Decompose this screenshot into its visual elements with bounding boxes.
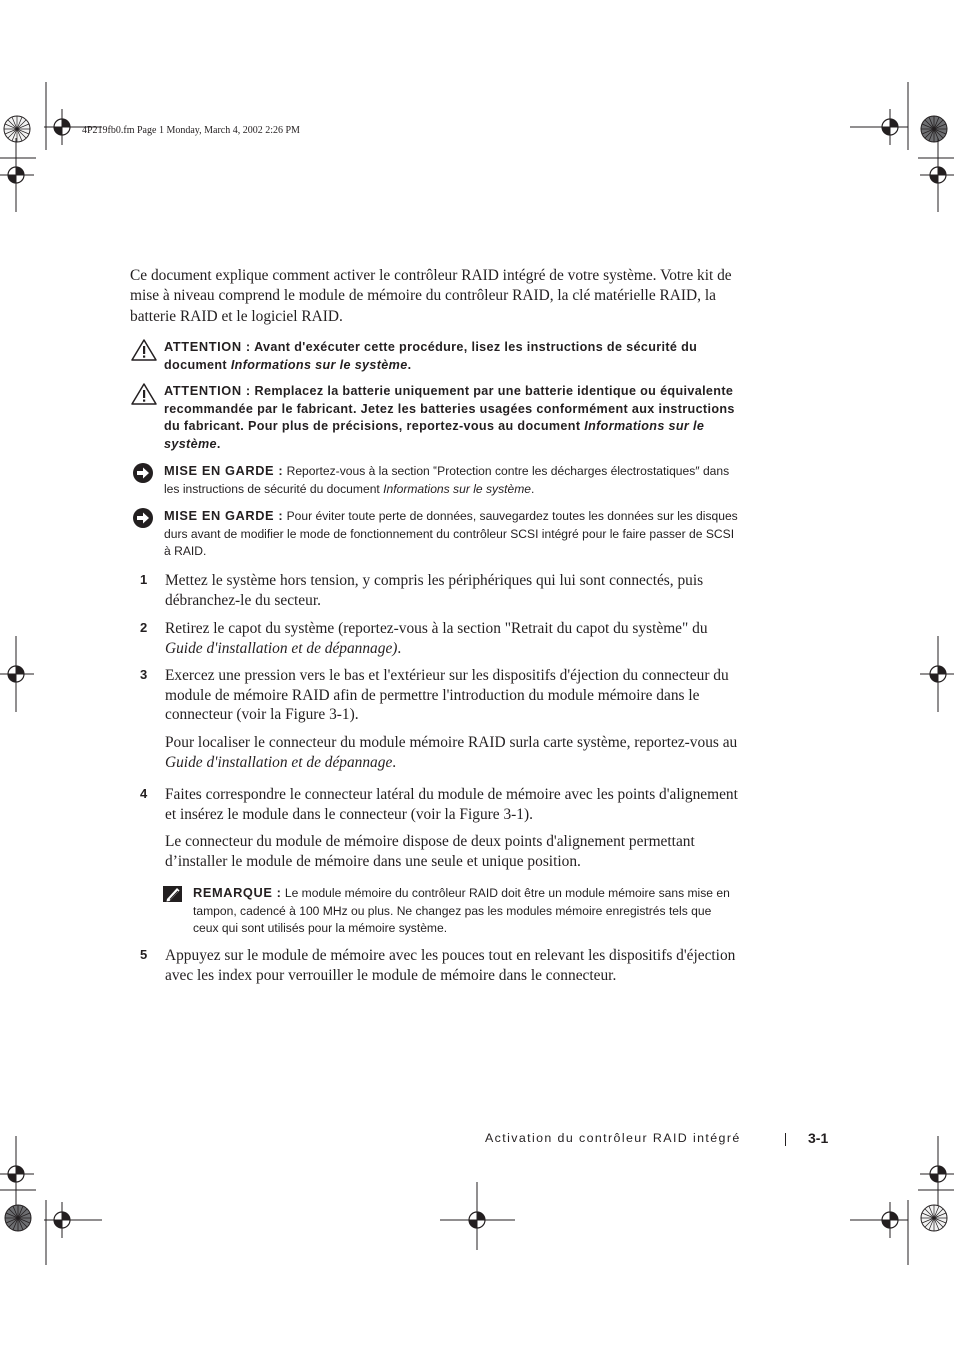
step-text: Mettez le système hors tension, y compris les périphériques qui lui sont connectés, puis débranchez-le du secteur. — [165, 572, 704, 609]
step-4-followup: Le connecteur du module de mémoire dispose de deux points d'alignement permettant d’installer le module de mémoire dans une seule et unique position. — [165, 833, 695, 870]
step-number: 2 — [140, 620, 148, 635]
step-text: Exercez une pression vers le bas et l'extérieur sur les dispositifs d'éjection du connecteur du module de mémoire RAID afin de permettre l'introduction du module mémoire dans le connecteur (voir la Figure 3-1). — [165, 667, 729, 723]
attention-notice-1 — [130, 338, 742, 374]
notice-label: ATTENTION : — [164, 383, 251, 398]
file-info-header: 4P219fb0.fm Page 1 Monday, March 4, 2002 2:26 PM — [82, 125, 300, 136]
notice-end: . — [407, 357, 412, 372]
step-end: . — [397, 639, 402, 657]
remark-note — [162, 884, 740, 938]
step-3-followup — [165, 733, 740, 772]
note-pencil-icon — [162, 884, 184, 904]
step-text: Faites correspondre le connecteur latéral du module de mémoire avec les points d'alignement et insérez le module dans le connecteur (voir la Figure 3-1). — [165, 786, 738, 823]
attention-notice-2 — [130, 382, 742, 453]
notice-end: . — [216, 436, 221, 451]
notice-label: MISE EN GARDE : — [164, 508, 284, 523]
step-1 — [130, 571, 742, 610]
step-4 — [130, 785, 742, 824]
notice-reference: Informations sur le système — [230, 357, 408, 372]
warning-triangle-icon — [130, 338, 158, 362]
step-reference: Guide d'installation et de dépannage) — [165, 639, 398, 657]
step-number: 1 — [140, 572, 148, 587]
caution-arrow-icon — [130, 462, 156, 486]
footer-separator — [785, 1133, 786, 1146]
notice-text: Pour éviter toute perte de données, sauvegardez toutes les données sur les disques durs avant de modifier le mode de fonctionnement du contrôleur SCSI intégré pour le faire passer de SCSI à RAID. — [164, 509, 738, 558]
step-5 — [130, 946, 742, 985]
note-text: Le module mémoire du contrôleur RAID doit être un module mémoire sans mise en tampon, cadencé à 100 MHz ou plus. Ne changez pas les modules mémoire enregistrés tels que ceux qui sont utilisés pour la mémoire système. — [193, 886, 730, 935]
followup-text: Pour localiser le connecteur du module mémoire RAID surla carte système, reportez-vous au — [165, 734, 738, 751]
intro-paragraph: Ce document explique comment activer le contrôleur RAID intégré de votre système. Votre kit de mise à niveau comprend le module de mémoire du contrôleur RAID, la clé matérielle RAID, la batterie RAID et le logiciel RAID. — [130, 267, 732, 325]
followup-end: . — [392, 753, 397, 771]
note-label: REMARQUE : — [193, 885, 282, 900]
notice-text: Remplacez la batterie uniquement par une batterie identique ou équivalente recommandée par le fabricant. Jetez les batteries usagées conformément aux instructions du fabricant. Pour plus de précisions, reportez-vous au document — [164, 384, 735, 433]
step-2 — [130, 619, 742, 658]
caution-notice-1 — [130, 462, 742, 498]
page-number: 3-1 — [808, 1130, 829, 1146]
notice-label: ATTENTION : — [164, 339, 251, 354]
footer-chapter-title: Activation du contrôleur RAID intégré — [485, 1131, 741, 1145]
caution-notice-2 — [130, 507, 742, 561]
notice-end: . — [531, 481, 535, 496]
step-text: Retirez le capot du système (reportez-vous à la section "Retrait du capot du système" du — [165, 620, 708, 637]
notice-label: MISE EN GARDE : — [164, 463, 284, 478]
caution-arrow-icon — [130, 507, 156, 531]
step-text: Appuyez sur le module de mémoire avec les pouces tout en relevant les dispositifs d'éjection avec les index pour verrouiller le module de mémoire dans le connecteur. — [165, 947, 736, 984]
warning-triangle-icon — [130, 382, 158, 406]
notice-reference: Informations sur le système — [164, 419, 705, 451]
followup-reference: Guide d'installation et de dépannage — [165, 753, 393, 771]
notice-reference: Informations sur le système — [383, 481, 532, 496]
step-number: 5 — [140, 947, 148, 962]
step-3 — [130, 666, 742, 725]
step-number: 4 — [140, 786, 148, 801]
notice-text: Reportez-vous à la section ‟Protection contre les décharges électrostatiques″ dans les instructions de sécurité du document — [164, 464, 730, 496]
step-number: 3 — [140, 667, 148, 682]
notice-text: Avant d'exécuter cette procédure, lisez les instructions de sécurité du document — [164, 340, 698, 372]
